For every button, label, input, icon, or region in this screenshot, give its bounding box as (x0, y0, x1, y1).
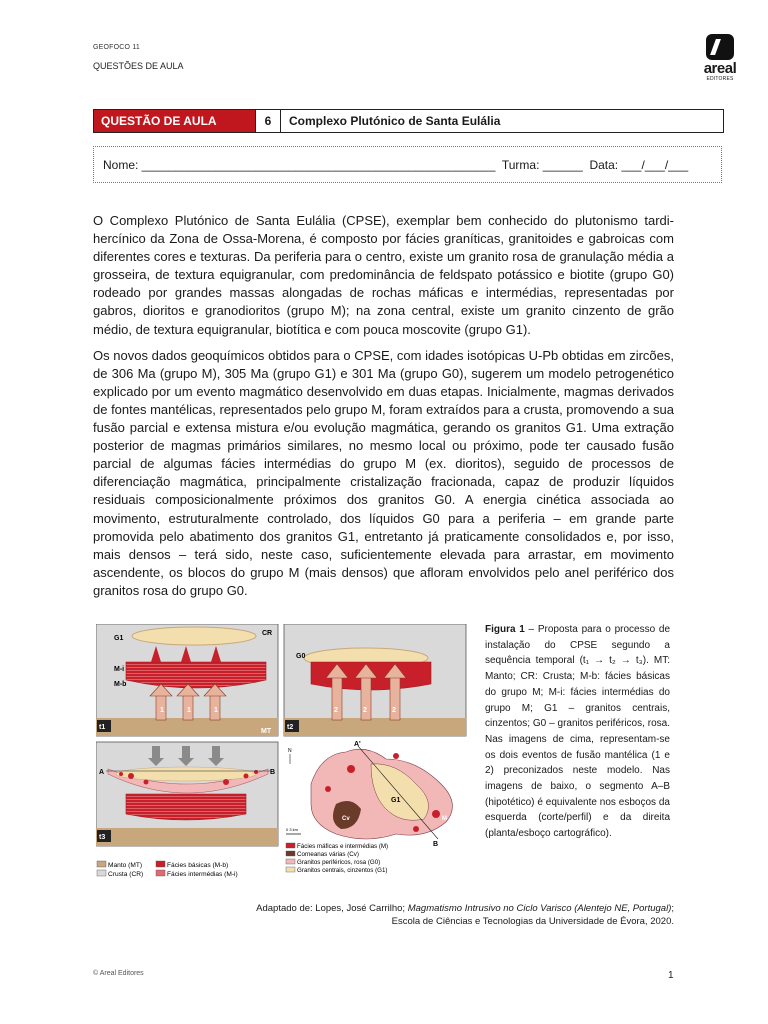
legend-item: Granitos centrais, cinzentos (G1) (297, 867, 388, 874)
label-cv: Cv (342, 816, 350, 822)
label-mi: M-i (114, 666, 125, 673)
label-cr: CR (262, 630, 273, 637)
source-line2: Escola de Ciências e Tecnologias da Universidade de Évora, 2020. (391, 916, 674, 927)
legend-left (97, 861, 238, 878)
arrow-label: 2 (363, 707, 367, 714)
arrow-label: 1 (160, 707, 164, 714)
label-m: M (442, 816, 447, 822)
question-title: Complexo Plutónico de Santa Eulália (289, 114, 501, 128)
paragraph-2: Os novos dados geoquímicos obtidos para o CPSE, com idades isotópicas U-Pb obtidas em zircões, de 306 Ma (grupo M), 305 Ma (grupo G1) e 301 Ma (grupo G0), sugerem um modelo petrogenético explicado por um evento magmático desenvolvido em duas etapas. Inicialmente, magmas derivados de fontes mantélicas, representados pelo grupo M, foram extraídos para a crusta, promovendo a sua fusão parcial e extensa mistura e/ou evolução magmática, gerando os granitos G1. Uma extração posterior de magmas primários similares, no mesmo local ou próximo, pode ter causado fusão parcial de algumas fácies intermédias do grupo M (ex. dioritos), seguido de processos de diferenciação magmática, principalmente cristalização fracionada, capaz de produzir líquidos residuais composicionalmente próximos dos granitos G0. A energia cinética associada ao movimento, estruturalmente controlado, dos líquidos G0 para a periferia – em grande parte promovida pelo abatimento dos granitos G1, entretanto já praticamente consolidados e, por isso, mais densos – terá sido, neste caso, suficientemente elevada para arrastar, em movimento ascendente, os blocos do grupo M (mais densos) que afloram envolvidos pelo anel periférico dos granitos rosa do grupo G0. (93, 347, 674, 598)
label-t2: t2 (287, 724, 294, 731)
legend-item: Manto (MT) (108, 862, 143, 869)
page-number: 1 (668, 970, 674, 981)
scale-label: 0 3 km (286, 827, 299, 832)
legend-item: Fácies máficas e intermédias (M) (297, 843, 389, 850)
series-label: GEOFOCO 11 (93, 44, 140, 51)
publisher-logo (690, 34, 750, 82)
legend-item: Corneanas várias (Cv) (297, 851, 359, 858)
panel-t2 (284, 624, 466, 736)
label-g1: G1 (114, 635, 124, 642)
arrow-label: 2 (392, 707, 396, 714)
arrow-label: 2 (334, 707, 338, 714)
label-a-prime: A' (354, 741, 361, 748)
panel-t3 (96, 742, 278, 846)
label-t1: t1 (99, 724, 106, 731)
body-text (93, 212, 674, 608)
logo-subtext: EDITORES (706, 76, 734, 82)
label-b: B (270, 769, 276, 776)
label-t3: t3 (99, 834, 106, 841)
arrow-label: 1 (187, 707, 191, 714)
label-b-map: B (433, 841, 439, 848)
label-g1-map: G1 (391, 797, 401, 804)
arrow-label: 1 (214, 707, 218, 714)
label-mt: MT (261, 728, 272, 735)
legend-right (286, 843, 388, 874)
figure-caption (485, 622, 670, 842)
paragraph-1: O Complexo Plutónico de Santa Eulália (CPSE), exemplar bem conhecido do plutonismo tardi-hercínico da Zona de Ossa-Morena, é composto por fácies graníticas, granitoides e gabroicas com diferentes cores e texturas. Da periferia para o centro, existe um granito rosa de granulação média a grosseira, de textura equigranular, com predominância de feldspato potássico e biotite (grupo G0) rodeado por grandes massas alongadas de rochas máficas e intermédias, representadas por gabros, dioritos e granodioritos (grupo M); na zona central, existe um granito cinzento de grão médio, de textura equigranular, biotítica e com pouca moscovite (grupo G1). (93, 213, 674, 337)
caption-text: – Proposta para o processo de instalação do CPSE segundo a sequência temporal (t₁ → t₂ → t₃). MT: Manto; CR: Crusta; M-b: fácies básicas do grupo M; M-i: fácies intermédias do grupo M; G1 – granitos centrais, cinzentos; G0 – granitos periféricos, rosa. Nas imagens de cima, representam-se os dois eventos de fusão mantélica (1 e 2) preconizados neste modelo. Nas imagens de baixo, o segmento A–B (hipotético) é equivalente nos esboços da esquerda (corte/perfil) e da direita (planta/esboço cartográfico). (485, 624, 670, 840)
question-number: 6 (255, 110, 281, 132)
source-citation (220, 902, 674, 928)
label-mb: M-b (114, 681, 127, 688)
logo-icon (706, 34, 734, 60)
student-info-box[interactable]: Nome: _____________________________________________________ Turma: ______ Data: ___/___/___ (93, 146, 722, 183)
figure-1 (96, 624, 476, 886)
label-g0: G0 (296, 653, 306, 660)
source-suffix: ; (671, 903, 674, 914)
footer-copyright: © Areal Editores (93, 970, 144, 977)
question-bar (93, 109, 724, 133)
section-label: QUESTÕES DE AULA (93, 61, 184, 71)
source-prefix: Adaptado de: Lopes, José Carrilho; (256, 903, 408, 914)
legend-item: Fácies intermédias (M-i) (167, 871, 238, 878)
caption-label: Figura 1 (485, 624, 525, 635)
legend-item: Crusta (CR) (108, 871, 144, 878)
legend-item: Fácies básicas (M-b) (167, 862, 229, 869)
map-panel (286, 741, 452, 848)
source-title: Magmatismo Intrusivo no Ciclo Varisco (Alentejo NE, Portugal) (407, 903, 672, 914)
north-label: N (288, 748, 292, 754)
logo-text: areal (703, 60, 737, 77)
legend-item: Granitos periféricos, rosa (G0) (297, 859, 381, 866)
question-label: QUESTÃO DE AULA (94, 110, 255, 132)
panel-t1 (96, 624, 278, 736)
label-a: A (99, 769, 105, 776)
